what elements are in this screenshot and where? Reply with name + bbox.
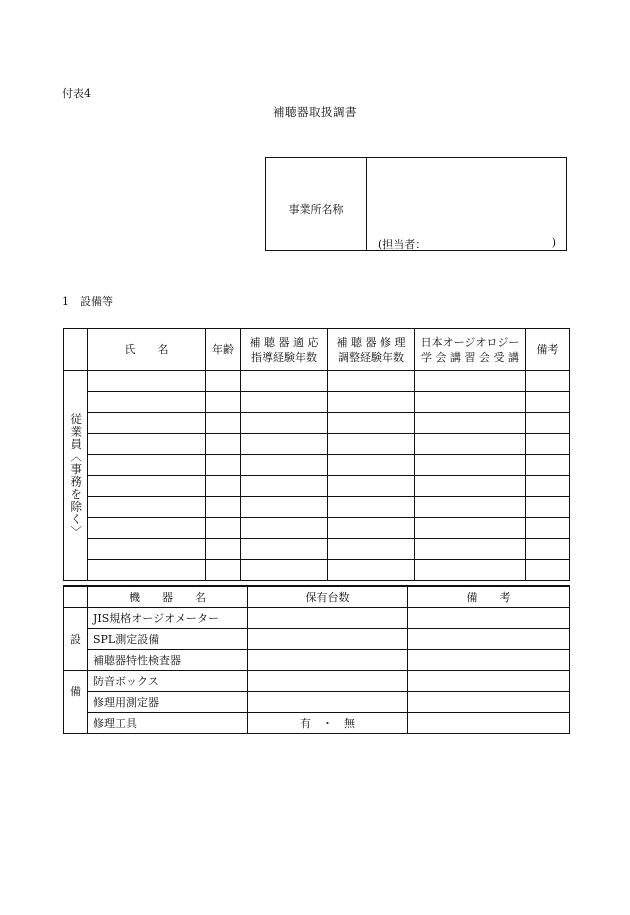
staff-cell-repair[interactable] <box>328 539 415 560</box>
contact-close-paren: ) <box>551 236 556 249</box>
staff-row <box>64 518 570 539</box>
equipment-row <box>64 671 570 692</box>
header-audiology-course <box>415 329 526 371</box>
staff-cell-name[interactable] <box>88 476 206 497</box>
equipment-row <box>64 692 570 713</box>
staff-row <box>64 392 570 413</box>
staff-cell-remarks[interactable] <box>526 392 570 413</box>
staff-cell-audiology[interactable] <box>415 560 526 581</box>
staff-cell-audiology[interactable] <box>415 497 526 518</box>
staff-cell-remarks[interactable] <box>526 371 570 392</box>
equipment-name: SPL測定設備 <box>88 629 248 650</box>
equipment-count-cell[interactable] <box>248 650 408 671</box>
document-title: 補聴器取扱調書 <box>273 105 357 119</box>
staff-table-header-row <box>64 329 570 371</box>
equipment-count-cell[interactable] <box>248 671 408 692</box>
staff-cell-name[interactable] <box>88 371 206 392</box>
staff-cell-age[interactable] <box>206 413 241 434</box>
equipment-row <box>64 608 570 629</box>
staff-cell-age[interactable] <box>206 455 241 476</box>
equipment-remarks-cell[interactable] <box>408 692 570 713</box>
staff-cell-name[interactable] <box>88 413 206 434</box>
staff-cell-age[interactable] <box>206 392 241 413</box>
staff-row <box>64 476 570 497</box>
equipment-remarks-cell[interactable] <box>408 713 570 734</box>
staff-cell-audiology[interactable] <box>415 518 526 539</box>
staff-cell-fitting[interactable] <box>241 539 328 560</box>
contact-person-label: (担当者： <box>378 238 427 251</box>
header-equipment-count: 保有台数 <box>248 586 408 608</box>
staff-cell-age[interactable] <box>206 539 241 560</box>
staff-cell-fitting[interactable] <box>241 455 328 476</box>
staff-cell-repair[interactable] <box>328 434 415 455</box>
office-name-box <box>265 157 567 251</box>
office-name-label: 事業所名称 <box>288 203 344 216</box>
appendix-label: 付表4 <box>62 87 91 100</box>
staff-cell-repair[interactable] <box>328 497 415 518</box>
staff-cell-repair[interactable] <box>328 476 415 497</box>
header-fitting-line2: 指導経験年数 <box>251 350 317 364</box>
staff-cell-remarks[interactable] <box>526 560 570 581</box>
staff-corner-cell <box>64 329 88 371</box>
staff-cell-audiology[interactable] <box>415 413 526 434</box>
equipment-name: 修理用測定器 <box>88 692 248 713</box>
staff-cell-name[interactable] <box>88 392 206 413</box>
equipment-name: 防音ボックス <box>88 671 248 692</box>
staff-row <box>64 455 570 476</box>
staff-cell-age[interactable] <box>206 371 241 392</box>
staff-cell-remarks[interactable] <box>526 539 570 560</box>
office-contact-field[interactable] <box>378 236 556 252</box>
staff-cell-fitting[interactable] <box>241 434 328 455</box>
staff-cell-audiology[interactable] <box>415 371 526 392</box>
header-repair-line1: 補 聴 器 修 理 <box>336 335 406 349</box>
staff-cell-fitting[interactable] <box>241 518 328 539</box>
header-fitting-line1: 補 聴 器 適 応 <box>249 335 319 349</box>
staff-cell-audiology[interactable] <box>415 392 526 413</box>
header-audiology-line1: 日本オージオロジー <box>420 335 520 349</box>
header-equipment-name: 機 器 名 <box>88 586 248 608</box>
equipment-count-cell[interactable] <box>248 629 408 650</box>
staff-cell-remarks[interactable] <box>526 455 570 476</box>
equipment-table <box>63 585 570 734</box>
staff-row <box>64 497 570 518</box>
staff-cell-age[interactable] <box>206 476 241 497</box>
staff-cell-age[interactable] <box>206 434 241 455</box>
header-remarks: 備考 <box>526 329 570 371</box>
staff-cell-fitting[interactable] <box>241 560 328 581</box>
staff-cell-remarks[interactable] <box>526 476 570 497</box>
staff-cell-fitting[interactable] <box>241 476 328 497</box>
equipment-remarks-cell[interactable] <box>408 671 570 692</box>
staff-cell-name[interactable] <box>88 560 206 581</box>
section-heading: 1 設備等 <box>62 295 113 308</box>
staff-row <box>64 413 570 434</box>
equipment-remarks-cell[interactable] <box>408 608 570 629</box>
staff-table <box>63 328 570 581</box>
staff-cell-name[interactable] <box>88 539 206 560</box>
staff-side-label-cell <box>64 371 88 581</box>
equipment-remarks-cell[interactable] <box>408 650 570 671</box>
staff-cell-fitting[interactable] <box>241 392 328 413</box>
staff-cell-age[interactable] <box>206 518 241 539</box>
staff-cell-repair[interactable] <box>328 392 415 413</box>
equipment-name: 補聴器特性検査器 <box>88 650 248 671</box>
header-equipment-remarks: 備 考 <box>408 586 570 608</box>
staff-cell-fitting[interactable] <box>241 413 328 434</box>
header-name: 氏 名 <box>88 329 206 371</box>
staff-cell-fitting[interactable] <box>241 497 328 518</box>
staff-row <box>64 539 570 560</box>
equipment-corner-cell <box>64 586 88 608</box>
staff-cell-remarks[interactable] <box>526 413 570 434</box>
staff-cell-name[interactable] <box>88 518 206 539</box>
staff-cell-repair[interactable] <box>328 518 415 539</box>
staff-cell-age[interactable] <box>206 560 241 581</box>
staff-cell-fitting[interactable] <box>241 371 328 392</box>
staff-cell-name[interactable] <box>88 434 206 455</box>
staff-cell-audiology[interactable] <box>415 455 526 476</box>
equipment-row <box>64 650 570 671</box>
equipment-row <box>64 629 570 650</box>
office-box-divider <box>366 158 367 250</box>
staff-cell-remarks[interactable] <box>526 497 570 518</box>
staff-cell-audiology[interactable] <box>415 539 526 560</box>
staff-row <box>64 371 570 392</box>
staff-cell-audiology[interactable] <box>415 476 526 497</box>
header-fitting-experience <box>241 329 328 371</box>
equipment-side-label-top: 設 <box>64 608 88 671</box>
staff-row <box>64 434 570 455</box>
equipment-remarks-cell[interactable] <box>408 629 570 650</box>
equipment-header-row <box>64 586 570 608</box>
staff-cell-name[interactable] <box>88 497 206 518</box>
header-audiology-line2: 学 会 講 習 会 受 講 <box>421 350 519 364</box>
equipment-count-cell[interactable] <box>248 692 408 713</box>
staff-cell-age[interactable] <box>206 497 241 518</box>
equipment-count-cell[interactable]: 有 ・ 無 <box>248 713 408 734</box>
equipment-name: JIS規格オージオメーター <box>88 608 248 629</box>
staff-cell-repair[interactable] <box>328 413 415 434</box>
header-age: 年齢 <box>206 329 241 371</box>
equipment-row <box>64 713 570 734</box>
staff-cell-repair[interactable] <box>328 560 415 581</box>
staff-cell-repair[interactable] <box>328 371 415 392</box>
staff-side-label: 従業員〈事務を除く〉 <box>69 413 84 538</box>
header-repair-line2: 調整経験年数 <box>338 350 404 364</box>
staff-cell-remarks[interactable] <box>526 434 570 455</box>
staff-cell-name[interactable] <box>88 455 206 476</box>
equipment-count-cell[interactable] <box>248 608 408 629</box>
equipment-side-label-bottom: 備 <box>64 671 88 734</box>
staff-cell-repair[interactable] <box>328 455 415 476</box>
staff-row <box>64 560 570 581</box>
equipment-name: 修理工具 <box>88 713 248 734</box>
staff-cell-audiology[interactable] <box>415 434 526 455</box>
header-repair-experience <box>328 329 415 371</box>
staff-cell-remarks[interactable] <box>526 518 570 539</box>
